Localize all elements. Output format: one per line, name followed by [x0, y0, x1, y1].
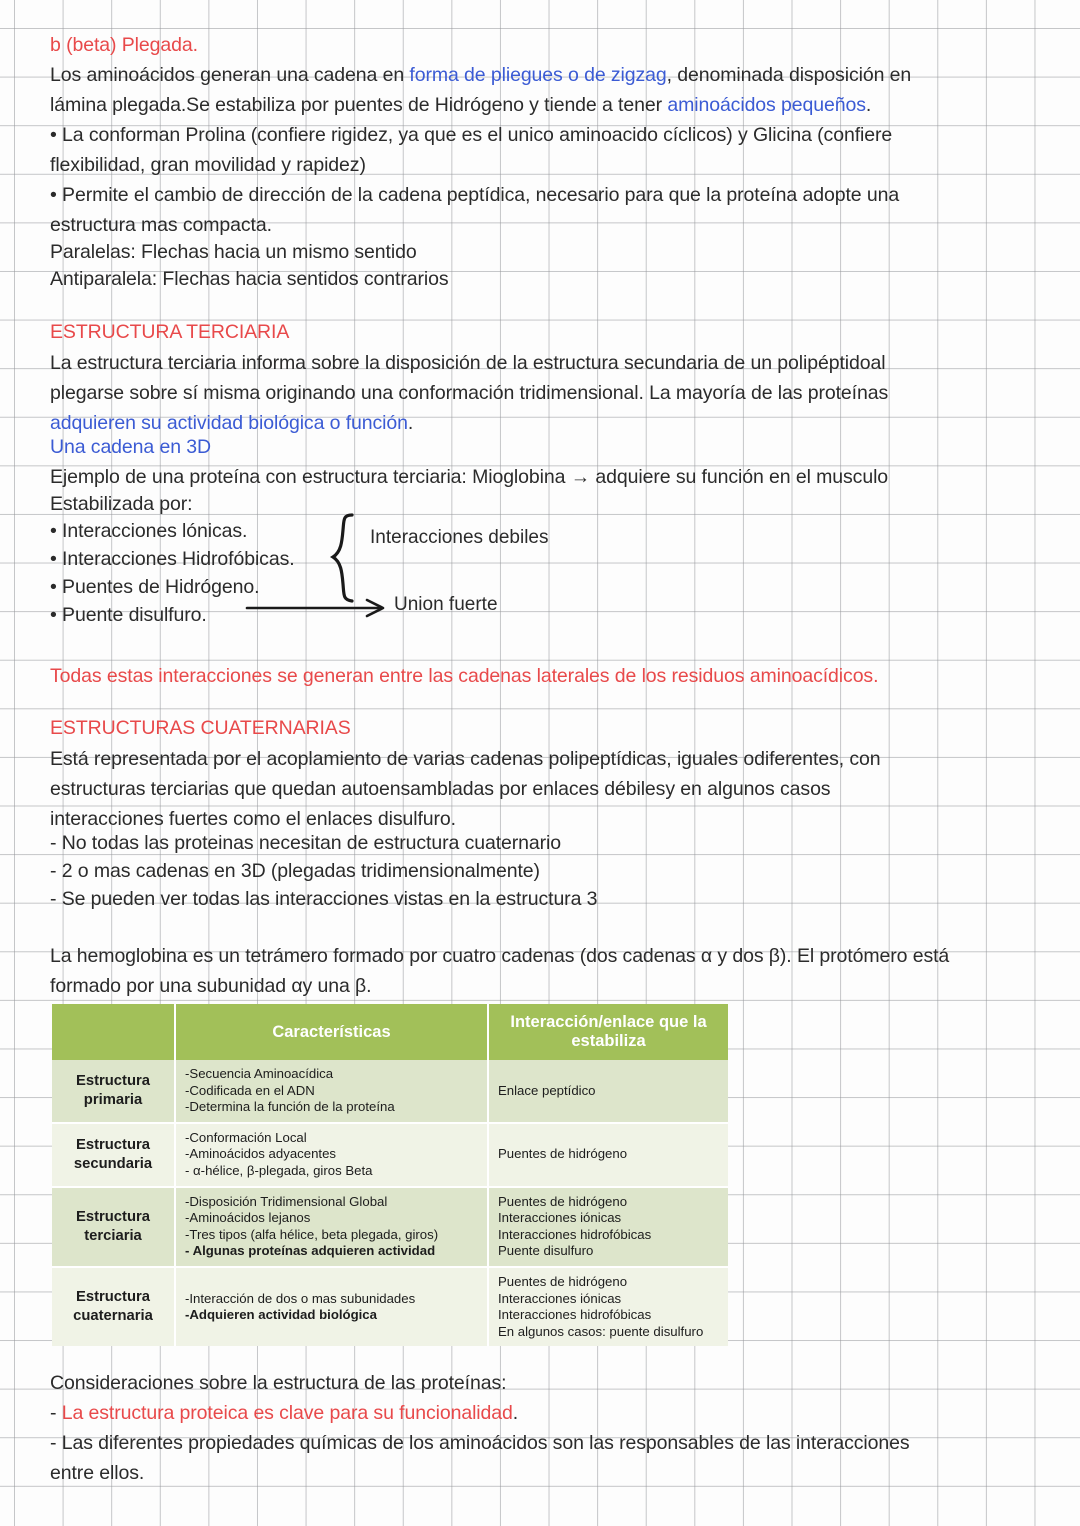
note-text-run: • Interacciones Hidrofóbicas.	[50, 548, 295, 570]
note-text-line	[50, 941, 949, 971]
note-text-line	[50, 600, 207, 630]
table-cell-structure-name: Estructura cuaternaria	[52, 1267, 175, 1346]
note-text-line	[50, 1428, 910, 1458]
note-text-run: adquieren su actividad biológica o función	[50, 412, 408, 434]
note-text-run: - No todas las proteinas necesitan de estructura cuaternario	[50, 832, 562, 854]
note-text-run: La hemoglobina es un tetrámero formado por cuatro cadenas (dos cadenas α y dos β). El protómero está	[50, 945, 950, 967]
table-cell-line: -Codificada en el ADN	[185, 1082, 315, 1098]
table-cell-line: Puentes de hidrógeno	[498, 1193, 628, 1209]
table-cell-characteristics	[175, 1060, 488, 1123]
note-text-line	[50, 462, 888, 492]
note-text-run: interacciones fuertes como el enlaces disulfuro.	[50, 808, 456, 830]
table-cell-line: Interacciones iónicas	[498, 1210, 622, 1226]
table-header-caracteristicas: Características	[175, 1004, 488, 1060]
table-cell-characteristics	[175, 1123, 488, 1187]
note-text-line	[50, 884, 597, 914]
table-cell-line: Puente disulfuro	[498, 1243, 594, 1259]
table-cell-interaction	[488, 1267, 728, 1346]
table-row	[52, 1267, 728, 1346]
table-cell-line: -Aminoácidos adyacentes	[185, 1146, 337, 1162]
note-text-run: estructuras terciarias que quedan autoensambladas por enlaces débilesy en algunos casos	[50, 778, 831, 800]
note-text-run: plegarse sobre sí misma originando una conformación tridimensional. La mayoría de las proteínas	[50, 382, 889, 404]
note-text-line	[50, 180, 899, 210]
table-cell-line: -Adquieren actividad biológica	[185, 1307, 377, 1323]
table-cell-structure-name: Estructura primaria	[52, 1060, 175, 1123]
note-text-run: flexibilidad, gran movilidad y rapidez)	[50, 154, 366, 176]
note-text-line	[50, 237, 417, 267]
note-text-line	[50, 432, 211, 462]
note-text-run: b (beta) Plegada.	[50, 34, 198, 56]
note-text-run: La estructura proteica es clave para su funcionalidad	[61, 1402, 513, 1424]
table-cell-interaction	[488, 1123, 728, 1187]
note-text-run: - Las diferentes propiedades químicas de los aminoácidos son las responsables de las interacciones	[50, 1432, 910, 1454]
table-header-row	[52, 1004, 728, 1060]
note-text-line	[50, 774, 830, 804]
note-text-run: .	[865, 94, 872, 116]
note-text-line	[50, 1398, 518, 1428]
table-cell-line: Puentes de hidrógeno	[498, 1146, 628, 1162]
table-header-blank	[52, 1004, 175, 1060]
note-text-run: Consideraciones sobre la estructura de las proteínas:	[50, 1372, 507, 1394]
note-text-run: lámina plegada.Se estabiliza por puentes de Hidrógeno y tiende a tener	[50, 94, 668, 116]
note-text-line	[50, 744, 881, 774]
arrow-annotation-label: Union fuerte	[394, 594, 498, 615]
note-text-run: Estabilizada por:	[50, 493, 193, 515]
note-text-run: estructura mas compacta.	[50, 214, 272, 236]
note-text-run: • Puente disulfuro.	[50, 604, 207, 626]
note-text-run: Los aminoácidos generan una cadena en	[50, 64, 410, 86]
note-text-run: , denominada disposición en	[666, 64, 912, 86]
table-cell-characteristics	[175, 1267, 488, 1346]
note-text-run: Antiparalela: Flechas hacia sentidos contrarios	[50, 268, 449, 290]
table-cell-line: Enlace peptídico	[498, 1082, 596, 1098]
note-text-line	[50, 828, 561, 858]
note-text-line	[50, 378, 888, 408]
note-text-run: Paralelas: Flechas hacia un mismo sentido	[50, 241, 417, 263]
table-cell-line: - Algunas proteínas adquieren actividad	[185, 1243, 436, 1259]
note-text-run: forma de pliegues o de zigzag	[409, 64, 667, 86]
table-cell-line: En algunos casos: puente disulfuro	[498, 1323, 704, 1339]
table-row	[52, 1060, 728, 1123]
note-text-line	[50, 544, 295, 574]
note-text-line	[50, 317, 289, 347]
note-text-line	[50, 489, 192, 519]
note-text-line	[50, 264, 449, 294]
protein-structures-table	[52, 1004, 728, 1346]
note-text-run: • Puentes de Hidrógeno.	[50, 576, 260, 598]
table-cell-line: -Secuencia Aminoacídica	[185, 1066, 334, 1081]
table-row	[52, 1187, 728, 1267]
note-text-line	[50, 120, 892, 150]
table-cell-interaction	[488, 1060, 728, 1123]
table-cell-interaction	[488, 1187, 728, 1267]
curly-brace-icon	[330, 512, 366, 604]
note-text-line	[50, 713, 351, 743]
note-text-line	[50, 150, 366, 180]
table-cell-line: - α-hélice, β-plegada, giros Beta	[185, 1162, 373, 1178]
table-cell-line: Interacciones hidrofóbicas	[498, 1226, 652, 1242]
note-text-run: - 2 o mas cadenas en 3D (plegadas tridimensionalmente)	[50, 860, 540, 882]
table-cell-line: -Disposición Tridimensional Global	[185, 1193, 388, 1209]
table-cell-line: -Interacción de dos o mas subunidades	[185, 1290, 416, 1306]
note-text-run: Está representada por el acoplamiento de varias cadenas polipeptídicas, iguales odiferentes, con	[50, 748, 881, 770]
note-text-line	[50, 90, 871, 120]
table-row	[52, 1123, 728, 1187]
note-text-line	[50, 30, 198, 60]
note-text-run: ESTRUCTURA TERCIARIA	[50, 321, 290, 343]
table-body	[52, 1060, 728, 1346]
note-text-line	[50, 516, 247, 546]
table-cell-line: Interacciones iónicas	[498, 1290, 622, 1306]
note-text-run: Todas estas interacciones se generan entre las cadenas laterales de los residuos aminoacídicos.	[50, 665, 879, 687]
note-text-line	[50, 1368, 506, 1398]
note-text-run: • La conforman Prolina (confiere rigidez, ya que es el unico aminoacido cíclicos) y Glicina (confiere	[50, 124, 893, 146]
note-text-run: - Se pueden ver todas las interacciones vistas en la estructura 3	[50, 888, 598, 910]
note-text-run: .	[512, 1402, 519, 1424]
note-text-run: Una cadena en 3D	[50, 436, 212, 458]
note-text-run: Ejemplo de una proteína con estructura terciaria: Mioglobina → adquiere su función en el musculo	[50, 466, 889, 488]
note-text-line	[50, 1458, 144, 1488]
brace-annotation-label: Interacciones debiles	[370, 527, 549, 548]
note-text-run: formado por una subunidad αy una β.	[50, 975, 372, 997]
table-cell-structure-name: Estructura terciaria	[52, 1187, 175, 1267]
table-cell-structure-name: Estructura secundaria	[52, 1123, 175, 1187]
table-cell-line: -Conformación Local	[185, 1129, 307, 1145]
table-cell-line: Interacciones hidrofóbicas	[498, 1307, 652, 1323]
table-header-interaccion: Interacción/enlace que la estabiliza	[488, 1004, 728, 1060]
note-text-run: ESTRUCTURAS CUATERNARIAS	[50, 717, 351, 739]
table-cell-line: Puentes de hidrógeno	[498, 1273, 628, 1289]
note-text-run: .	[407, 412, 414, 434]
note-text-run: entre ellos.	[50, 1462, 145, 1484]
table-cell-line: -Tres tipos (alfa hélice, beta plegada, giros)	[185, 1226, 439, 1242]
arrow-right-icon	[245, 592, 393, 620]
note-text-line	[50, 661, 878, 691]
note-text-line	[50, 856, 540, 886]
note-text-run: • Permite el cambio de dirección de la cadena peptídica, necesario para que la proteína adopte una	[50, 184, 900, 206]
note-text-run: La estructura terciaria informa sobre la disposición de la estructura secundaria de un polipéptidoal	[50, 352, 886, 374]
note-text-run: • Interacciones lónicas.	[50, 520, 248, 542]
table-cell-line: -Aminoácidos lejanos	[185, 1210, 311, 1226]
note-text-line	[50, 60, 911, 90]
note-text-line	[50, 572, 259, 602]
note-text-run: -	[50, 1402, 62, 1424]
note-text-line	[50, 210, 272, 240]
note-text-line	[50, 971, 371, 1001]
table-cell-characteristics	[175, 1187, 488, 1267]
note-text-line	[50, 348, 885, 378]
table-cell-line: -Determina la función de la proteína	[185, 1099, 395, 1115]
note-text-run: aminoácidos pequeños	[667, 94, 866, 116]
